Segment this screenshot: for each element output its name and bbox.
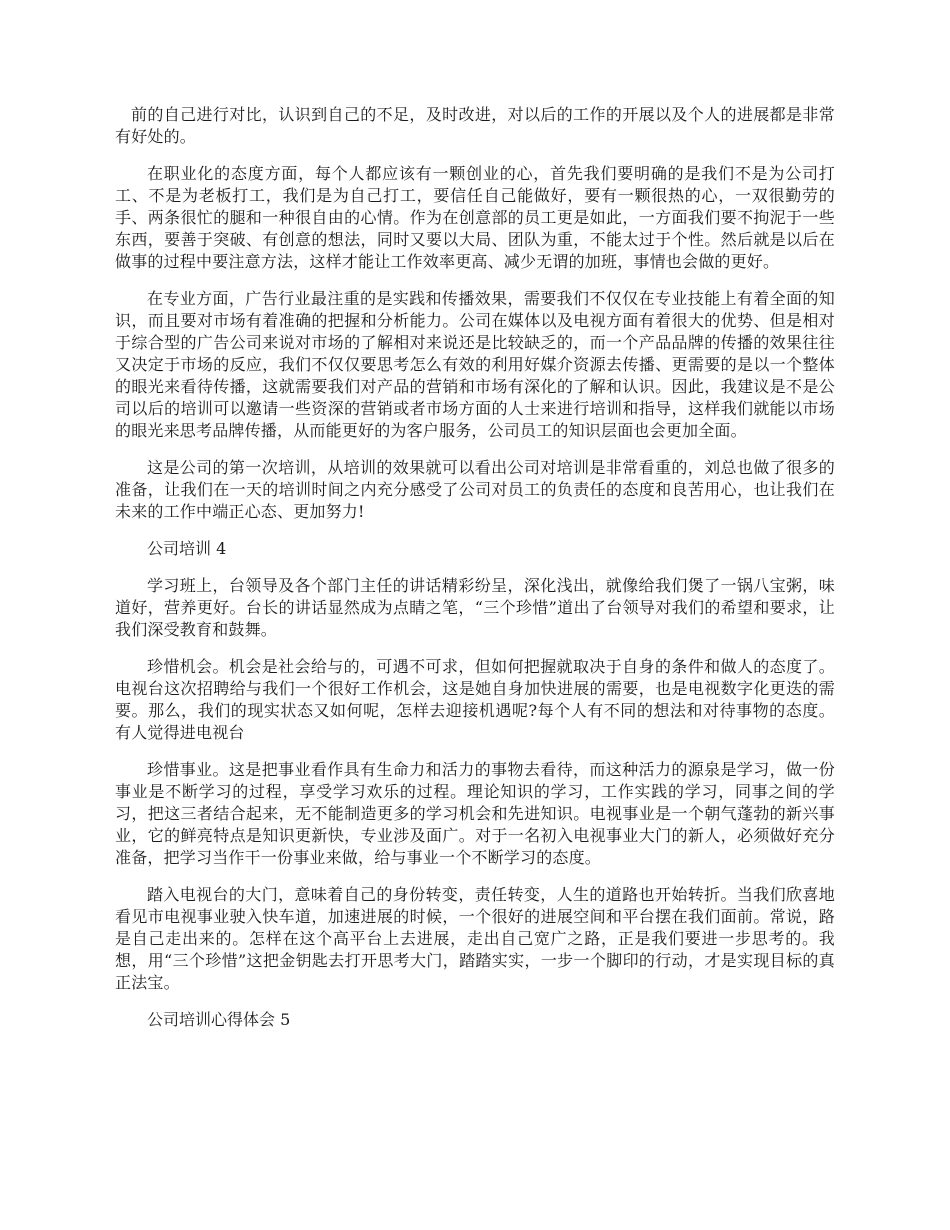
paragraph: 珍惜事业。这是把事业看作具有生命力和活力的事物去看待，而这种活力的源泉是学习，做一份事业是不断学习的过程，享受学习欢乐的过程。理论知识的学习，工作实践的学习，同事之间的学习，把这三者结合起来，无不能制造更多的学习机会和先进知识。电视事业是一个朝气蓬勃的新兴事业，它的鲜亮特点是知识更新快，专业涉及面广。对于一名初入电视事业大门的新人，必须做好充分准备，把学习当作干一份事业来做，给与事业一个不断学习的态度。 xyxy=(115,760,835,867)
paragraph: 在职业化的态度方面，每个人都应该有一颗创业的心，首先我们要明确的是我们不是为公司打工、不是为老板打工，我们是为自己打工，要信任自己能做好，要有一颗很热的心，一双很勤劳的手、两条很忙的腿和一种很自由的心情。作为在创意部的员工更是如此，一方面我们要不拘泥于一些东西，要善于突破、有创意的想法，同时又要以大局、团队为重，不能太过于个性。然后就是以后在做事的过程中要注意方法，这样才能让工作效率更高、减少无谓的加班，事情也会做的更好。 xyxy=(115,164,835,271)
section-heading: 公司培训 4 xyxy=(147,539,227,558)
paragraph: 这是公司的第一次培训，从培训的效果就可以看出公司对培训是非常看重的，刘总也做了很多的准备，让我们在一天的培训时间之内充分感受了公司对员工的负责任的态度和良苦用心，也让我们在未来的工作中端正心态、更加努力! xyxy=(115,458,835,521)
paragraph: 珍惜机会。机会是社会给与的，可遇不可求，但如何把握就取决于自身的条件和做人的态度了。电视台这次招聘给与我们一个很好工作机会，这是她自身加快进展的需要，也是电视数字化更迭的需要。那么，我们的现实状态又如何呢，怎样去迎接机遇呢?每个人有不同的想法和对待事物的态度。有人觉得进电视台 xyxy=(115,657,835,742)
paragraph: 在专业方面，广告行业最注重的是实践和传播效果，需要我们不仅仅在专业技能上有着全面的知识，而且要对市场有着准确的把握和分析能力。公司在媒体以及电视方面有着很大的优势、但是相对于综合型的广告公司来说对市场的了解相对来说还是比较缺乏的，而一个产品品牌的传播的效果往往又决定于市场的反应，我们不仅仅要思考怎么有效的利用好媒介资源去传播、更需要的是以一个整体的眼光来看待传播，这就需要我们对产品的营销和市场有深化的了解和认识。因此，我建议是不是公司以后的培训可以邀请一些资深的营销或者市场方面的人士来进行培训和指导，这样我们就能以市场的眼光来思考品牌传播，从而能更好的为客户服务，公司员工的知识层面也会更加全面。 xyxy=(115,289,835,440)
paragraph: 学习班上，台领导及各个部门主任的讲话精彩纷呈，深化浅出，就像给我们煲了一锅八宝粥，味道好，营养更好。台长的讲话显然成为点睛之笔，“三个珍惜”道出了台领导对我们的希望和要求，让我们深受教育和鼓舞。 xyxy=(115,576,835,639)
paragraph: 踏入电视台的大门，意味着自己的身份转变，责任转变，人生的道路也开始转折。当我们欣喜地看见市电视事业驶入快车道，加速进展的时候，一个很好的进展空间和平台摆在我们面前。常说，路是自己走出来的。怎样在这个高平台上去进展，走出自己宽广之路，正是我们要进一步思考的。我想，用“三个珍惜”这把金钥匙去打开思考大门，踏踏实实，一步一个脚印的行动，才是实现目标的真正法宝。 xyxy=(115,885,835,992)
section-heading: 公司培训心得体会 5 xyxy=(147,1010,291,1029)
paragraph: 前的自己进行对比，认识到自己的不足，及时改进，对以后的工作的开展以及个人的进展都是非常有好处的。 xyxy=(115,105,835,146)
document-page xyxy=(115,104,835,1046)
